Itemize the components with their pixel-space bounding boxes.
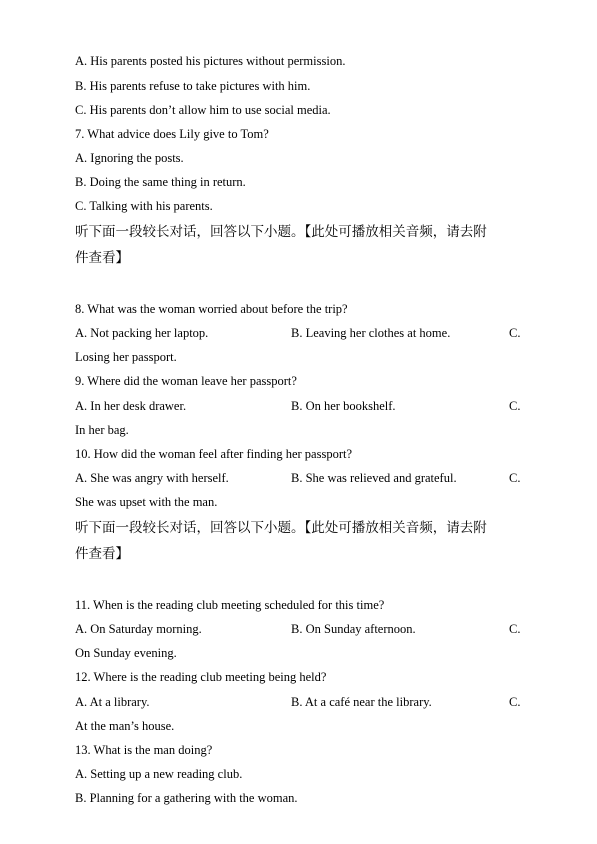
option-c-text: Losing her passport. <box>75 350 177 364</box>
option-a: A. In her desk drawer. <box>75 399 187 413</box>
option-b: B. Leaving her clothes at home. <box>291 326 451 340</box>
option-line: B. His parents refuse to take pictures with him. <box>75 79 311 93</box>
instruction-text: 件查看】 <box>75 546 129 562</box>
option-c-text: On Sunday evening. <box>75 646 177 660</box>
option-c-label: C. <box>509 695 521 709</box>
question-12: 12. Where is the reading club meeting being held? <box>75 670 327 684</box>
option-line: C. Talking with his parents. <box>75 199 213 213</box>
question-13: 13. What is the man doing? <box>75 743 213 757</box>
option-c-label: C. <box>509 622 521 636</box>
option-c-text: She was upset with the man. <box>75 495 218 509</box>
option-a: A. Not packing her laptop. <box>75 326 209 340</box>
option-a: A. At a library. <box>75 695 150 709</box>
option-b: B. On her bookshelf. <box>291 399 396 413</box>
question-11: 11. When is the reading club meeting scheduled for this time? <box>75 598 385 612</box>
question-8: 8. What was the woman worried about before the trip? <box>75 302 348 316</box>
option-c-label: C. <box>509 399 521 413</box>
option-c-text: In her bag. <box>75 423 129 437</box>
option-line: A. Setting up a new reading club. <box>75 767 243 781</box>
option-b: B. She was relieved and grateful. <box>291 471 457 485</box>
option-line: A. His parents posted his pictures without permission. <box>75 54 346 68</box>
question-7: 7. What advice does Lily give to Tom? <box>75 127 269 141</box>
option-line: B. Planning for a gathering with the woman. <box>75 791 298 805</box>
option-b: B. At a café near the library. <box>291 695 432 709</box>
instruction-text: 听下面一段较长对话，回答以下小题。【此处可播放相关音频，请去附 <box>75 224 487 240</box>
option-c-text: At the man’s house. <box>75 719 175 733</box>
instruction-text: 听下面一段较长对话，回答以下小题。【此处可播放相关音频，请去附 <box>75 520 487 536</box>
option-a: A. She was angry with herself. <box>75 471 229 485</box>
question-10: 10. How did the woman feel after finding her passport? <box>75 447 353 461</box>
option-c-label: C. <box>509 471 521 485</box>
question-9: 9. Where did the woman leave her passport? <box>75 374 297 388</box>
option-line: C. His parents don’t allow him to use social media. <box>75 103 331 117</box>
option-b: B. On Sunday afternoon. <box>291 622 416 636</box>
option-line: A. Ignoring the posts. <box>75 151 184 165</box>
option-a: A. On Saturday morning. <box>75 622 202 636</box>
option-c-label: C. <box>509 326 521 340</box>
instruction-text: 件查看】 <box>75 250 129 266</box>
option-line: B. Doing the same thing in return. <box>75 175 246 189</box>
